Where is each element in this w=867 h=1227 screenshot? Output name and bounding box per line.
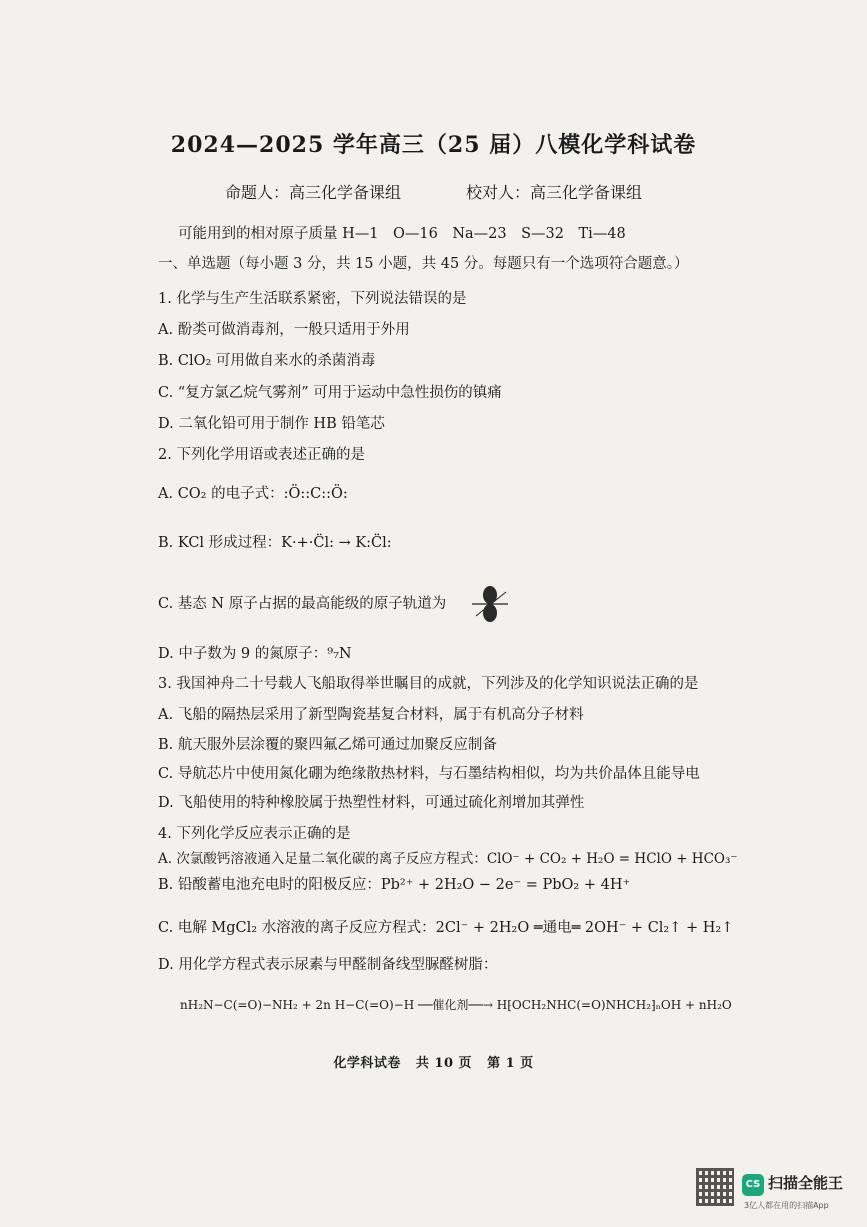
- author: 命题人：高三化学备课组: [224, 183, 401, 202]
- qr-code-icon: [696, 1168, 734, 1206]
- question-2-option-c: C. 基态 N 原子占据的最高能级的原子轨道为: [158, 596, 447, 612]
- question-4-stem: 4. 下列化学反应表示正确的是: [158, 826, 351, 842]
- question-1-option-d: D. 二氧化铅可用于制作 HB 铅笔芯: [158, 416, 385, 432]
- question-4-option-c: C. 电解 MgCl₂ 水溶液的离子反应方程式：2Cl⁻ + 2H₂O ═通电═ 2OH⁻ + Cl₂↑ + H₂↑: [158, 920, 734, 936]
- author-line: [0, 180, 867, 203]
- camscanner-logo-icon: CS: [742, 1174, 764, 1196]
- page-footer: [0, 1052, 867, 1071]
- question-2-option-d: D. 中子数为 9 的氮原子：⁹₇N: [158, 646, 352, 662]
- question-4-option-a: A. 次氯酸钙溶液通入足量二氧化碳的离子反应方程式：ClO⁻ + CO₂ + H₂O = HClO + HCO₃⁻: [158, 851, 738, 867]
- scanner-tagline: 3亿人都在用的扫描App: [744, 1201, 829, 1210]
- question-1-option-a: A. 酚类可做消毒剂，一般只适用于外用: [158, 322, 410, 338]
- question-4-option-b: B. 铅酸蓄电池充电时的阳极反应：Pb²⁺ + 2H₂O − 2e⁻ = PbO₂ + 4H⁺: [158, 877, 631, 893]
- scanner-app-name: 扫描全能王: [768, 1174, 844, 1192]
- question-3-option-a: A. 飞船的隔热层采用了新型陶瓷基复合材料，属于有机高分子材料: [158, 707, 584, 723]
- question-3-option-d: D. 飞船使用的特种橡胶属于热塑性材料，可通过硫化剂增加其弹性: [158, 795, 585, 811]
- question-4-option-d: D. 用化学方程式表示尿素与甲醛制备线型脲醛树脂：: [158, 957, 498, 973]
- question-2-option-a: A. CO₂ 的电子式：:Ö::C::Ö:: [158, 486, 348, 502]
- question-3-stem: 3. 我国神舟二十号载人飞船取得举世瞩目的成就，下列涉及的化学知识说法正确的是: [158, 676, 699, 692]
- footer-page-number: 第 1 页: [487, 1056, 534, 1071]
- section-heading: 一、单选题（每小题 3 分，共 15 小题，共 45 分。每题只有一个选项符合题意。）: [158, 256, 689, 272]
- footer-total-pages: 共 10 页: [415, 1056, 473, 1071]
- question-1-stem: 1. 化学与生产生活联系紧密，下列说法错误的是: [158, 291, 467, 307]
- urea-formaldehyde-equation: nH₂N−C(=O)−NH₂ + 2n H−C(=O)−H ──催化剂──→ H⁅OCH₂NHC(=O)NHCH₂⁆ₙOH + nH₂O: [180, 998, 732, 1012]
- p-orbital-diagram-icon: [470, 584, 510, 624]
- exam-title: 2024—2025 学年高三（25 届）八模化学科试卷: [170, 132, 697, 158]
- question-3-option-c: C. 导航芯片中使用氮化硼为绝缘散热材料，与石墨结构相似，均为共价晶体且能导电: [158, 766, 700, 782]
- question-3-option-b: B. 航天服外层涂覆的聚四氟乙烯可通过加聚反应制备: [158, 737, 497, 753]
- question-1-option-b: B. ClO₂ 可用做自来水的杀菌消毒: [158, 353, 376, 369]
- question-2-stem: 2. 下列化学用语或表述正确的是: [158, 447, 365, 463]
- atomic-masses: 可能用到的相对原子质量 H—1 O—16 Na—23 S—32 Ti—48: [178, 226, 626, 242]
- footer-subject: 化学科试卷: [333, 1056, 401, 1071]
- question-1-option-c: C. “复方氯乙烷气雾剂” 可用于运动中急性损伤的镇痛: [158, 385, 502, 401]
- question-2-option-b: B. KCl 形成过程：K·+·C̈l: → K:C̈l:: [158, 535, 392, 551]
- proofreader: 校对人：高三化学备课组: [466, 183, 643, 202]
